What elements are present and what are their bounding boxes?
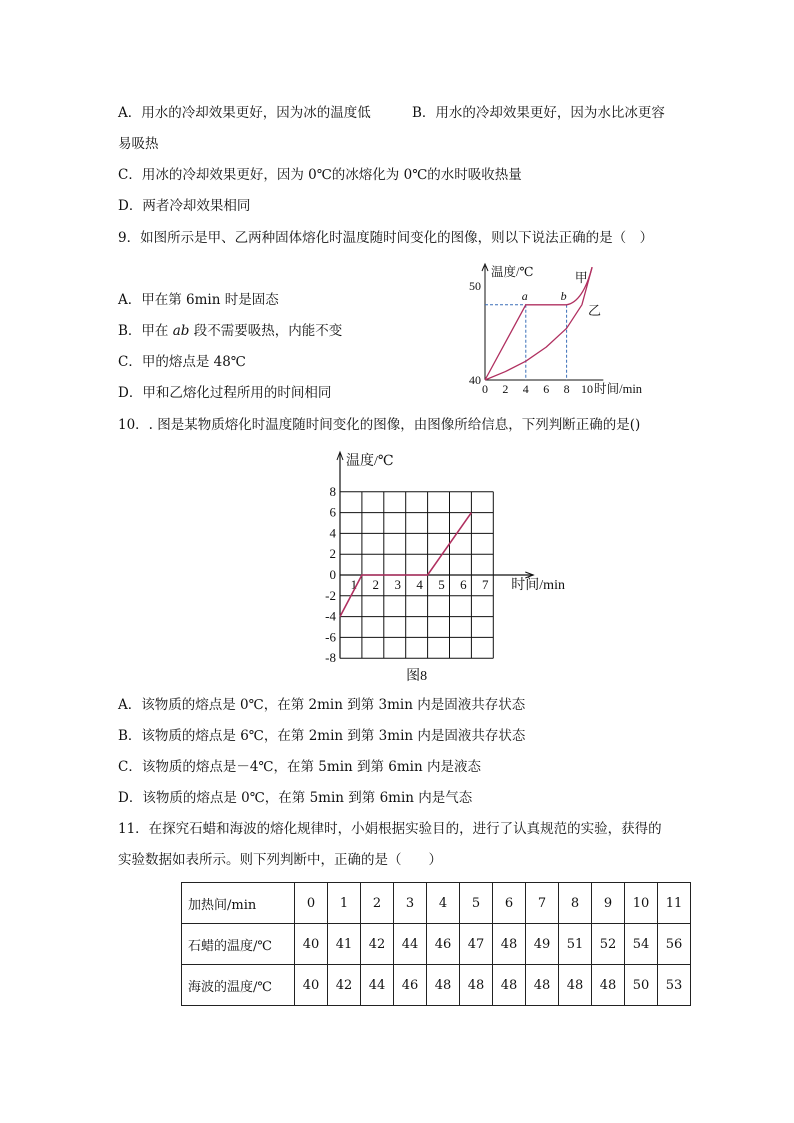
q11-stem-line1: 11．在探究石蜡和海波的熔化规律时，小娟根据实验目的，进行了认真规范的实验，获得的 (118, 821, 662, 837)
q11-stem-line2: 实验数据如表所示。则下列判断中，正确的是（ ） (118, 852, 442, 868)
table-cell: 48 (559, 965, 592, 1006)
table-row (182, 924, 691, 965)
q10-option-a: A．该物质的熔点是 0℃，在第 2min 到第 3min 内是固液共存状态 (118, 697, 526, 713)
table-header-row (182, 883, 691, 924)
point-label-a: a (521, 288, 528, 303)
table-cell: 46 (427, 924, 460, 965)
x-tick-label: 1 (350, 577, 358, 592)
table-cell: 48 (493, 924, 526, 965)
figure-caption: 图8 (406, 669, 428, 685)
table-cell: 2 (361, 883, 394, 924)
x-tick-label: 6 (543, 382, 550, 396)
q10-option-d: D．该物质的熔点是 0℃，在第 5min 到第 6min 内是气态 (118, 790, 473, 806)
y-axis-label: 温度/℃ (346, 454, 394, 469)
table-cell: 9 (592, 883, 625, 924)
table-cell: 7 (526, 883, 559, 924)
y-tick-label: 6 (329, 504, 336, 520)
q9-option-b-pre: B．甲在 (118, 323, 173, 339)
x-axis-label: 时间/min (511, 578, 565, 593)
q9-option-a: A．甲在第 6min 时是固态 (118, 292, 279, 308)
x-tick-label: 8 (563, 382, 570, 396)
table-cell: 48 (493, 965, 526, 1006)
table-cell: 56 (658, 924, 691, 965)
table-cell: 44 (361, 965, 394, 1006)
table-cell: 4 (427, 883, 460, 924)
q8-option-b: B．用水的冷却效果更好，因为水比冰更容 (412, 105, 665, 121)
table-cell: 42 (361, 924, 394, 965)
x-tick-label: 10 (581, 382, 593, 396)
table-row (182, 965, 691, 1006)
table-cell: 46 (394, 965, 427, 1006)
x-tick-label: 0 (482, 382, 488, 396)
table-cell: 48 (427, 965, 460, 1006)
series-label-yi: 乙 (588, 303, 602, 319)
x-tick-label: 2 (372, 577, 380, 592)
table-cell: 49 (526, 924, 559, 965)
q9-stem: 9．如图所示是甲、乙两种固体熔化时温度随时间变化的图像，则以下说法正确的是（ ） (118, 230, 654, 246)
q10-option-c: C．该物质的熔点是－4℃，在第 5min 到第 6min 内是液态 (118, 759, 481, 775)
q11-data-table (181, 882, 691, 1006)
table-cell: 40 (295, 965, 328, 1006)
table-cell: 48 (526, 965, 559, 1006)
table-cell: 48 (460, 965, 493, 1006)
y-tick-label: -2 (325, 587, 336, 603)
q8-option-d: D．两者冷却效果相同 (118, 198, 251, 214)
q10-chart (300, 445, 590, 685)
q9-option-b-post: 段不需要吸热，内能不变 (189, 323, 343, 339)
x-axis-label: 时间/min (594, 382, 643, 396)
table-row-label: 石蜡的温度/℃ (182, 924, 295, 965)
y-tick-label: -4 (325, 608, 336, 624)
table-cell: 6 (493, 883, 526, 924)
x-tick-label: 2 (502, 382, 509, 396)
table-cell: 5 (460, 883, 493, 924)
x-tick-label: 3 (394, 577, 401, 592)
table-cell: 1 (328, 883, 361, 924)
table-cell: 47 (460, 924, 493, 965)
x-tick-label: 4 (416, 577, 423, 592)
table-cell: 48 (592, 965, 625, 1006)
table-cell: 53 (658, 965, 691, 1006)
table-cell: 42 (328, 965, 361, 1006)
y-tick-label: 50 (469, 279, 481, 293)
table-cell: 51 (559, 924, 592, 965)
table-cell: 54 (625, 924, 658, 965)
table-row-label: 加热间/min (182, 883, 295, 924)
table-cell: 44 (394, 924, 427, 965)
y-tick-label: 40 (469, 373, 481, 387)
table-cell: 3 (394, 883, 427, 924)
y-tick-label: 8 (329, 483, 336, 499)
y-axis-label: 温度/℃ (491, 265, 534, 279)
x-tick-label: 7 (482, 577, 489, 592)
q9-option-b-ab: ab (172, 323, 190, 339)
y-tick-label: -8 (325, 650, 336, 666)
table-cell: 41 (328, 924, 361, 965)
x-tick-label: 5 (438, 577, 445, 592)
y-tick-label: 4 (329, 525, 336, 541)
table-cell: 0 (295, 883, 328, 924)
q9-option-c: C．甲的熔点是 48℃ (118, 354, 246, 370)
y-tick-label: 2 (329, 546, 336, 562)
table-cell: 10 (625, 883, 658, 924)
q8-option-a: A．用水的冷却效果更好，因为冰的温度低 (118, 105, 371, 121)
table-cell: 52 (592, 924, 625, 965)
q10-stem: 10．. 图是某物质熔化时温度随时间变化的图像，由图像所给信息，下列判断正确的是() (118, 417, 641, 433)
x-tick-label: 4 (522, 382, 529, 396)
q8-option-c: C．用冰的冷却效果更好，因为 0℃的冰熔化为 0℃的水时吸收热量 (118, 167, 522, 183)
q9-option-b (118, 322, 342, 340)
y-tick-label: -6 (325, 629, 336, 645)
x-tick-label: 6 (460, 577, 467, 592)
table-cell: 40 (295, 924, 328, 965)
table-row-label: 海波的温度/℃ (182, 965, 295, 1006)
table-cell: 50 (625, 965, 658, 1006)
q10-option-b: B．该物质的熔点是 6℃，在第 2min 到第 3min 内是固液共存状态 (118, 728, 526, 744)
table-cell: 11 (658, 883, 691, 924)
q9-option-d: D．甲和乙熔化过程所用的时间相同 (118, 385, 332, 401)
point-label-b: b (560, 288, 567, 303)
q9-chart (455, 258, 695, 403)
q8-option-b-cont: 易吸热 (118, 136, 159, 152)
series-label-jia: 甲 (574, 270, 588, 286)
table-cell: 8 (559, 883, 592, 924)
y-tick-label: 0 (329, 567, 336, 582)
